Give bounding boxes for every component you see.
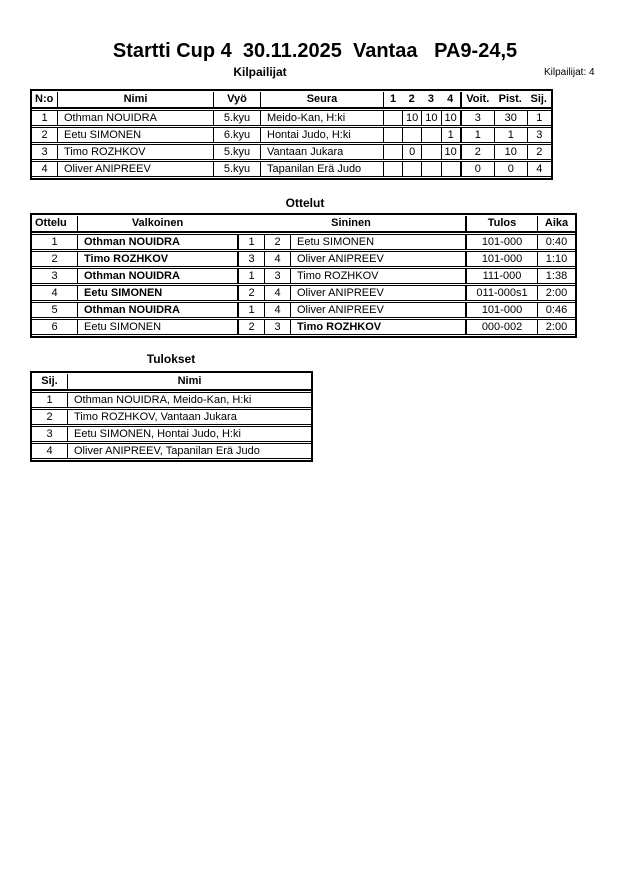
cell-white-number: 3	[237, 251, 264, 267]
header-sij: Sij.	[527, 92, 551, 109]
table-row	[32, 268, 575, 284]
cell-sininen: Oliver ANIPREEV	[290, 302, 465, 318]
cell-valkoinen: Eetu SIMONEN	[77, 285, 237, 301]
cell-tulos: 101-000	[465, 302, 537, 318]
cell-white-number: 1	[237, 268, 264, 284]
cell-sininen: Timo ROZHKOV	[290, 268, 465, 284]
cell-tulos: 101-000	[465, 251, 537, 267]
cell-seura: Hontai Judo, H:ki	[260, 127, 383, 143]
cell-aika: 0:46	[537, 302, 575, 318]
cell-blue-number: 4	[264, 251, 290, 267]
table-row	[32, 392, 311, 408]
cell-round-4: 10	[441, 110, 460, 126]
cell-aika: 1:38	[537, 268, 575, 284]
cell-valkoinen: Othman NOUIDRA	[77, 268, 237, 284]
cell-round-3: 10	[421, 110, 440, 126]
cell-white-number: 1	[237, 302, 264, 318]
cell-aika: 2:00	[537, 285, 575, 301]
cell-aika: 1:10	[537, 251, 575, 267]
cell-sij: 1	[527, 110, 551, 126]
cell-vyo: 6.kyu	[213, 127, 260, 143]
matches-table	[30, 213, 577, 338]
cell-seura: Tapanilan Erä Judo	[260, 161, 383, 177]
header-vyo: Vyö	[213, 92, 260, 109]
cell-valkoinen: Eetu SIMONEN	[77, 319, 237, 335]
cell-round-1	[383, 110, 402, 126]
cell-no: 3	[32, 144, 57, 160]
table-row	[32, 127, 551, 143]
cell-no: 2	[32, 127, 57, 143]
header-no: N:o	[32, 92, 57, 109]
cell-nimi: Othman NOUIDRA, Meido-Kan, H:ki	[67, 392, 311, 408]
cell-round-3	[421, 161, 440, 177]
cell-ottelu: 5	[32, 302, 77, 318]
cell-sij: 2	[527, 144, 551, 160]
cell-nimi: Oliver ANIPREEV, Tapanilan Erä Judo	[67, 443, 311, 459]
cell-tulos: 011-000s1	[465, 285, 537, 301]
cell-sininen: Oliver ANIPREEV	[290, 285, 465, 301]
cell-aika: 0:40	[537, 234, 575, 250]
table-row	[32, 144, 551, 160]
header-round-4: 4	[441, 92, 460, 109]
cell-round-1	[383, 144, 402, 160]
cell-vyo: 5.kyu	[213, 161, 260, 177]
cell-blue-number: 3	[264, 268, 290, 284]
matches-table-grid	[32, 215, 575, 336]
cell-ottelu: 2	[32, 251, 77, 267]
cell-sininen: Oliver ANIPREEV	[290, 251, 465, 267]
cell-sij: 4	[32, 443, 67, 459]
results-table-grid	[32, 373, 311, 460]
cell-round-3	[421, 127, 440, 143]
cell-tulos: 111-000	[465, 268, 537, 284]
cell-seura: Meido-Kan, H:ki	[260, 110, 383, 126]
cell-sininen: Timo ROZHKOV	[290, 319, 465, 335]
cell-round-4: 1	[441, 127, 460, 143]
cell-pist: 30	[494, 110, 527, 126]
header-nimi: Nimi	[57, 92, 213, 109]
cell-valkoinen: Othman NOUIDRA	[77, 234, 237, 250]
header-ottelu: Ottelu	[32, 216, 77, 233]
cell-pist: 0	[494, 161, 527, 177]
cell-blue-number: 2	[264, 234, 290, 250]
table-header-row	[32, 92, 551, 109]
section-title-ottelut: Ottelut	[285, 196, 325, 210]
cell-sij: 4	[527, 161, 551, 177]
cell-round-1	[383, 161, 402, 177]
cell-voit: 0	[460, 161, 494, 177]
table-row	[32, 110, 551, 126]
cell-sij: 3	[32, 426, 67, 442]
cell-round-4: 10	[441, 144, 460, 160]
cell-round-2: 0	[402, 144, 421, 160]
cell-pist: 1	[494, 127, 527, 143]
cell-voit: 1	[460, 127, 494, 143]
cell-sininen: Eetu SIMONEN	[290, 234, 465, 250]
cell-blue-number: 4	[264, 285, 290, 301]
cell-ottelu: 1	[32, 234, 77, 250]
cell-no: 4	[32, 161, 57, 177]
header-seura: Seura	[260, 92, 383, 109]
header-sij: Sij.	[32, 374, 67, 391]
table-row	[32, 426, 311, 442]
header-round-3: 3	[421, 92, 440, 109]
header-nimi: Nimi	[67, 374, 311, 391]
competitors-table	[30, 89, 553, 180]
cell-round-2: 10	[402, 110, 421, 126]
header-sininen: Sininen	[237, 216, 465, 233]
header-tulos: Tulos	[465, 216, 537, 233]
header-round-2: 2	[402, 92, 421, 109]
table-header-row	[32, 374, 311, 391]
cell-blue-number: 4	[264, 302, 290, 318]
table-header-row	[32, 216, 575, 233]
table-row	[32, 251, 575, 267]
competitors-count-label: Kilpailijat: 4	[544, 67, 595, 78]
cell-valkoinen: Timo ROZHKOV	[77, 251, 237, 267]
header-round-1: 1	[383, 92, 402, 109]
cell-white-number: 1	[237, 234, 264, 250]
cell-nimi: Timo ROZHKOV, Vantaan Jukara	[67, 409, 311, 425]
cell-round-1	[383, 127, 402, 143]
table-row	[32, 161, 551, 177]
table-row	[32, 319, 575, 335]
cell-ottelu: 6	[32, 319, 77, 335]
cell-white-number: 2	[237, 319, 264, 335]
cell-sij: 3	[527, 127, 551, 143]
header-valkoinen: Valkoinen	[77, 216, 237, 233]
section-title-tulokset: Tulokset	[146, 352, 196, 366]
cell-valkoinen: Othman NOUIDRA	[77, 302, 237, 318]
results-table	[30, 371, 313, 462]
table-row	[32, 302, 575, 318]
cell-round-2	[402, 161, 421, 177]
cell-vyo: 5.kyu	[213, 144, 260, 160]
page-title: Startti Cup 4 30.11.2025 Vantaa PA9-24,5	[112, 40, 518, 62]
cell-voit: 2	[460, 144, 494, 160]
cell-round-3	[421, 144, 440, 160]
cell-nimi: Oliver ANIPREEV	[57, 161, 213, 177]
cell-ottelu: 3	[32, 268, 77, 284]
table-row	[32, 285, 575, 301]
cell-no: 1	[32, 110, 57, 126]
table-row	[32, 443, 311, 459]
cell-ottelu: 4	[32, 285, 77, 301]
cell-nimi: Eetu SIMONEN	[57, 127, 213, 143]
cell-nimi: Othman NOUIDRA	[57, 110, 213, 126]
cell-pist: 10	[494, 144, 527, 160]
cell-tulos: 101-000	[465, 234, 537, 250]
header-voit: Voit.	[460, 92, 494, 109]
cell-round-2	[402, 127, 421, 143]
cell-white-number: 2	[237, 285, 264, 301]
cell-voit: 3	[460, 110, 494, 126]
header-pist: Pist.	[494, 92, 527, 109]
cell-round-4	[441, 161, 460, 177]
cell-sij: 1	[32, 392, 67, 408]
cell-sij: 2	[32, 409, 67, 425]
table-row	[32, 409, 311, 425]
competitors-table-grid	[32, 91, 551, 178]
section-title-kilpailijat: Kilpailijat	[233, 65, 287, 79]
cell-nimi: Eetu SIMONEN, Hontai Judo, H:ki	[67, 426, 311, 442]
table-row	[32, 234, 575, 250]
cell-nimi: Timo ROZHKOV	[57, 144, 213, 160]
cell-aika: 2:00	[537, 319, 575, 335]
cell-vyo: 5.kyu	[213, 110, 260, 126]
cell-blue-number: 3	[264, 319, 290, 335]
header-aika: Aika	[537, 216, 575, 233]
cell-tulos: 000-002	[465, 319, 537, 335]
cell-seura: Vantaan Jukara	[260, 144, 383, 160]
